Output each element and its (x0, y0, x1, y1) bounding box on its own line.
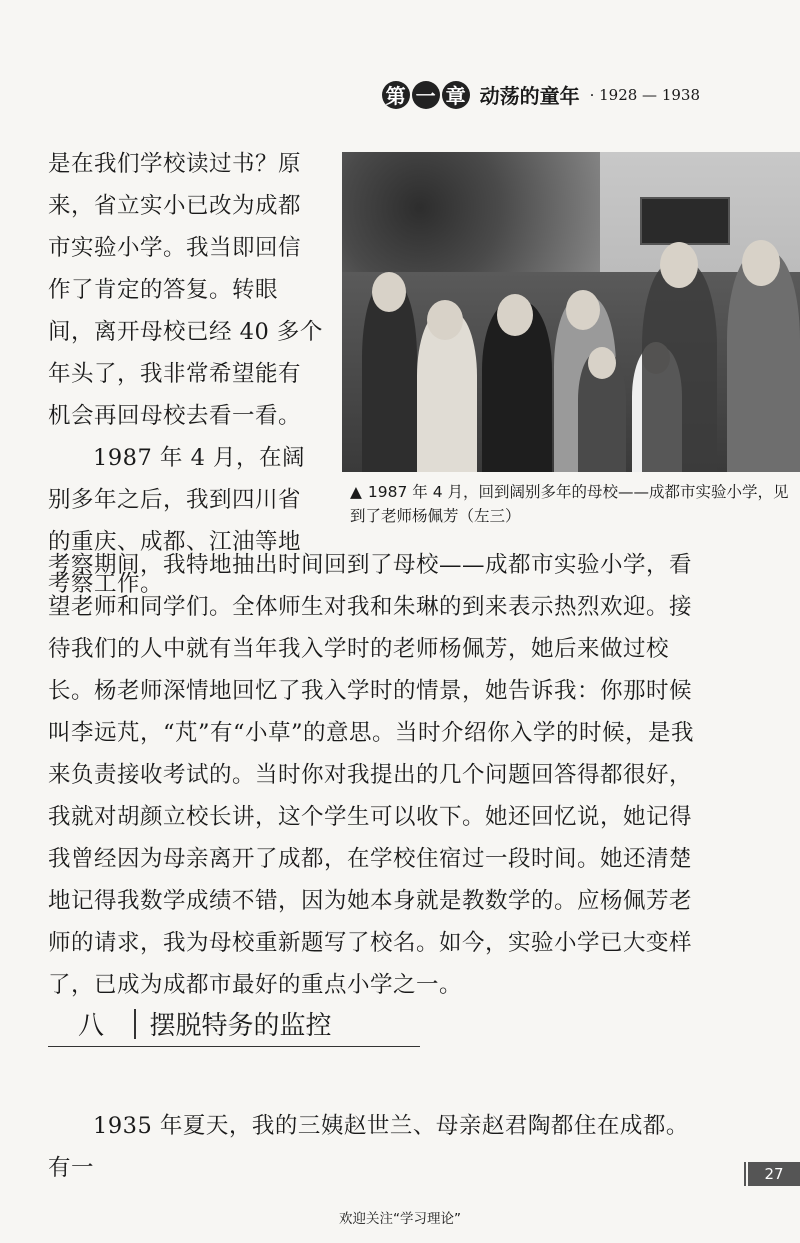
chapter-number: 一 (412, 81, 440, 109)
chapter-prefix: 第 (382, 81, 410, 109)
section-divider (134, 1009, 136, 1039)
photo-face (742, 240, 780, 286)
left-column-text (48, 143, 323, 605)
page-number: 27 (748, 1162, 800, 1186)
section-number: 八 (77, 1011, 104, 1041)
photo-person (642, 262, 717, 472)
section-heading (48, 1005, 420, 1047)
caption-text: 1987 年 4 月，回到阔别多年的母校——成都市实验小学，见到了老师杨佩芳（左三） (350, 483, 789, 525)
photo-face (660, 242, 698, 288)
chapter-badge (382, 81, 470, 109)
triangle-icon: ▲ (350, 483, 362, 501)
section-title: 摆脱特务的监控 (149, 1011, 332, 1041)
photo-face (497, 294, 533, 336)
photo-caption (350, 480, 790, 528)
running-header (382, 80, 700, 109)
chapter-title: 动荡的童年 (479, 84, 580, 108)
footer-note: 欢迎关注“学习理论” (339, 1211, 461, 1227)
photo-face (588, 347, 616, 379)
chapter-suffix: 章 (442, 81, 470, 109)
photo-face (372, 272, 406, 312)
paragraph: 是在我们学校读过书？原来，省立实小已改为成都市实验小学。我当即回信作了肯定的答复。转眼间，离开母校已经 40 多个年头了，我非常希望能有机会再回母校去看一看。 (48, 151, 323, 429)
paragraph: 1987 年 4 月，在阔别多年之后，我到四川省的重庆、成都、江油等地考察工作。 (48, 445, 306, 597)
photo-face (566, 290, 600, 330)
school-visit-photo (342, 152, 800, 472)
photo-trees (342, 152, 602, 292)
paragraph: 1935 年夏天，我的三姨赵世兰、母亲赵君陶都住在成都。有一 (48, 1113, 689, 1181)
chapter-years: · 1928 — 1938 (589, 85, 700, 104)
photo-school-plaque (640, 197, 730, 245)
full-width-paragraph: 考察期间，我特地抽出时间回到了母校——成都市实验小学，看望老师和同学们。全体师生对我和朱琳的到来表示热烈欢迎。接待我们的人中就有当年我入学时的老师杨佩芳，她后来做过校长。杨老师深情地回忆了我入学时的情景，她告诉我：你那时候叫李远芃，“芃”有“小草”的意思。当时介绍你入学的时候，是我来负责接收考试的。当时你对我提出的几个问题回答得都很好，我就对胡颜立校长讲，这个学生可以收下。她还回忆说，她记得我曾经因为母亲离开了成都，在学校住宿过一段时间。她还清楚地记得我数学成绩不错，因为她本身就是教数学的。应杨佩芳老师的请求，我为母校重新题写了校名。如今，实验小学已大变样了，已成为成都市最好的重点小学之一。 (48, 552, 695, 998)
photo-face (427, 300, 463, 340)
